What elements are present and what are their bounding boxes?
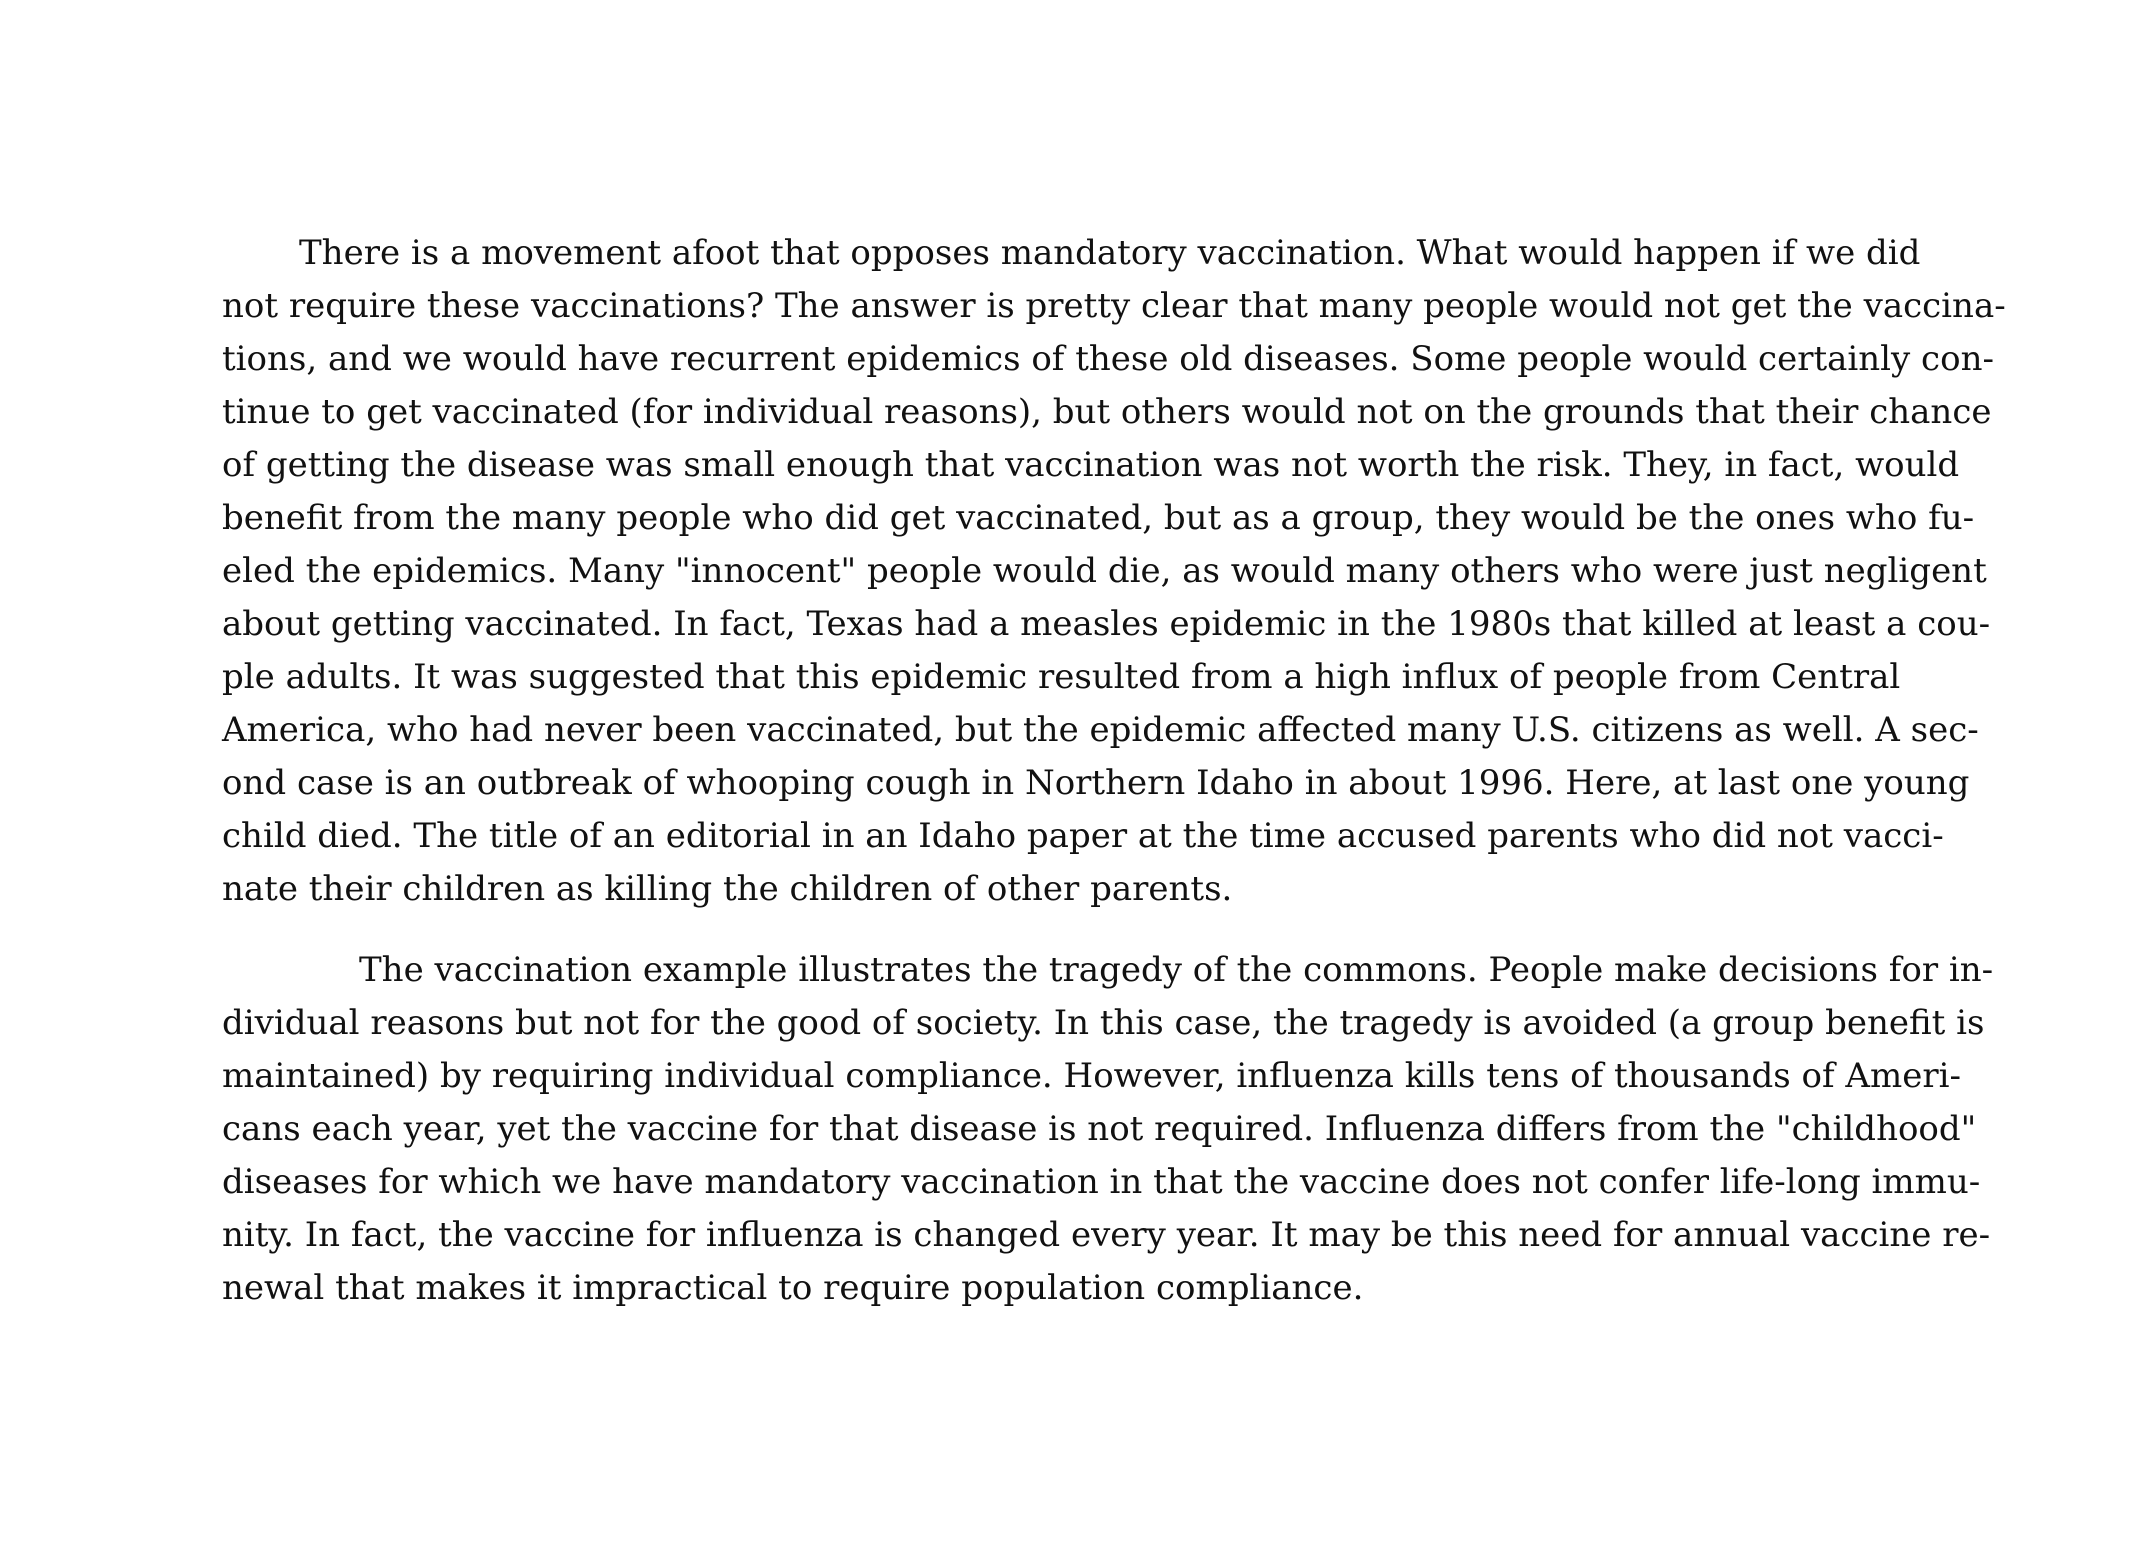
text-line: not require these vaccinations? The answer is pretty clear that many people would not get the vaccina-: [222, 286, 2006, 326]
text-line: ond case is an outbreak of whooping cough in Northern Idaho in about 1996. Here, at last one young: [222, 763, 1970, 803]
document-body: [222, 227, 2006, 1315]
text-line: America, who had never been vaccinated, but the epidemic affected many U.S. citizens as well. A sec-: [222, 710, 1979, 750]
text-line: maintained) by requiring individual compliance. However, influenza kills tens of thousands of Ameri-: [222, 1056, 1961, 1096]
text-line: child died. The title of an editorial in an Idaho paper at the time accused parents who did not vacci-: [222, 816, 1944, 856]
text-line: cans each year, yet the vaccine for that disease is not required. Influenza differs from the "childhood": [222, 1109, 1977, 1149]
text-line: nate their children as killing the children of other parents.: [222, 869, 1233, 909]
text-line: tions, and we would have recurrent epidemics of these old diseases. Some people would certainly con-: [222, 339, 1994, 379]
paragraph-2: [222, 944, 1994, 1315]
text-line: about getting vaccinated. In fact, Texas had a measles epidemic in the 1980s that killed at least a cou-: [222, 604, 1991, 644]
paragraph-1: [222, 227, 2006, 916]
text-line: There is a movement afoot that opposes mandatory vaccination. What would happen if we did: [299, 233, 1921, 273]
text-line: of getting the disease was small enough that vaccination was not worth the risk. They, in fact, would: [222, 445, 1960, 485]
text-line: nity. In fact, the vaccine for influenza is changed every year. It may be this need for annual vaccine re-: [222, 1215, 1991, 1255]
text-line: tinue to get vaccinated (for individual reasons), but others would not on the grounds that their chance: [222, 392, 1992, 432]
text-line: benefit from the many people who did get vaccinated, but as a group, they would be the ones who fu-: [222, 498, 1975, 538]
text-line: diseases for which we have mandatory vaccination in that the vaccine does not confer life-long immu-: [222, 1162, 1981, 1202]
text-line: eled the epidemics. Many "innocent" people would die, as would many others who were just negligent: [222, 551, 1987, 591]
text-line: The vaccination example illustrates the tragedy of the commons. People make decisions for in-: [359, 950, 1994, 990]
text-line: ple adults. It was suggested that this epidemic resulted from a high influx of people from Central: [222, 657, 1901, 697]
text-line: dividual reasons but not for the good of society. In this case, the tragedy is avoided (a group benefit is: [222, 1003, 1985, 1043]
text-line: newal that makes it impractical to require population compliance.: [222, 1268, 1364, 1308]
